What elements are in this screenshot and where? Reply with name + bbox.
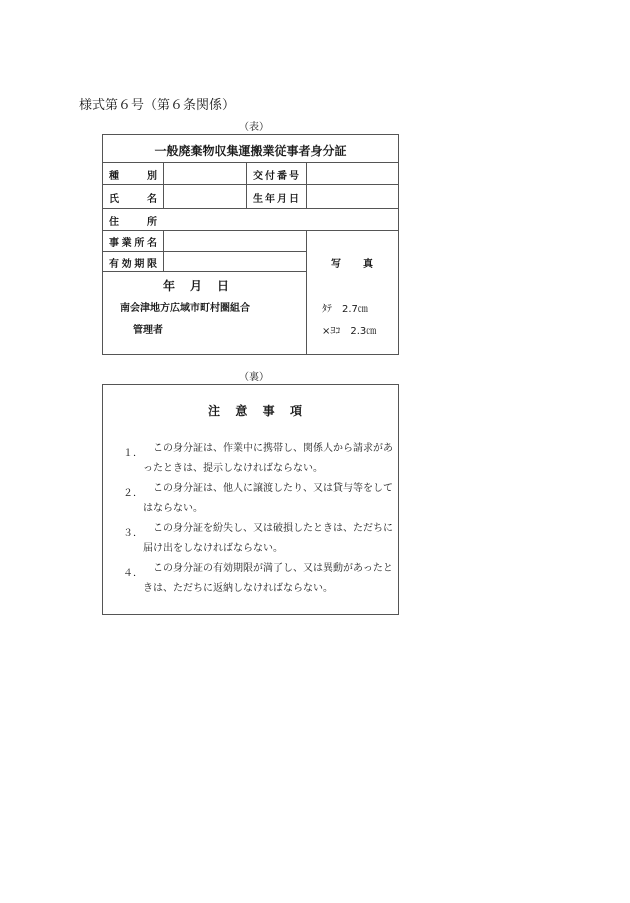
- issuer-title: 管理者: [133, 325, 163, 336]
- note-number: １．: [123, 448, 143, 459]
- back-caption: （裏）: [239, 372, 269, 383]
- photo-height: ﾀﾃ 2.7㎝: [322, 304, 368, 315]
- photo-width: ×ﾖｺ 2.3㎝: [322, 326, 377, 337]
- label-issue-number: 交 付 番 号: [253, 171, 299, 182]
- label-name: 氏 名: [109, 194, 157, 205]
- note-text: この身分証の有効期限が満了し、又は異動があったときは、ただちに返納しなければならない。: [143, 563, 393, 594]
- label-validity: 有 効 期 限: [109, 259, 157, 270]
- label-kind: 種 別: [109, 171, 157, 182]
- label-birth-date: 生 年 月 日: [253, 194, 299, 205]
- notes-heading: 注 意 事 項: [208, 404, 302, 418]
- photo-label: 写 真: [331, 259, 373, 270]
- note-text: この身分証を紛失し、又は破損したときは、ただちに届け出をしなければならない。: [143, 523, 393, 554]
- id-card-front: [102, 134, 399, 355]
- label-office-name: 事 業 所 名: [109, 238, 157, 249]
- form-number: 様式第６号（第６条関係）: [79, 98, 236, 113]
- note-number: ２．: [123, 488, 143, 499]
- front-caption: （表）: [239, 122, 269, 133]
- issuer-name: 南会津地方広域市町村圏組合: [120, 303, 250, 314]
- note-number: ３．: [123, 528, 143, 539]
- note-number: ４．: [123, 568, 143, 579]
- card-title: 一般廃棄物収集運搬業従事者身分証: [154, 144, 347, 158]
- note-text: この身分証は、作業中に携帯し、関係人から請求があったときは、提示しなければならない。: [143, 443, 393, 474]
- label-address: 住 所: [109, 217, 157, 228]
- id-card-back: [102, 384, 399, 615]
- issue-date-line: 年 月 日: [163, 279, 229, 293]
- note-text: この身分証は、他人に譲渡したり、又は貸与等をしてはならない。: [143, 483, 393, 514]
